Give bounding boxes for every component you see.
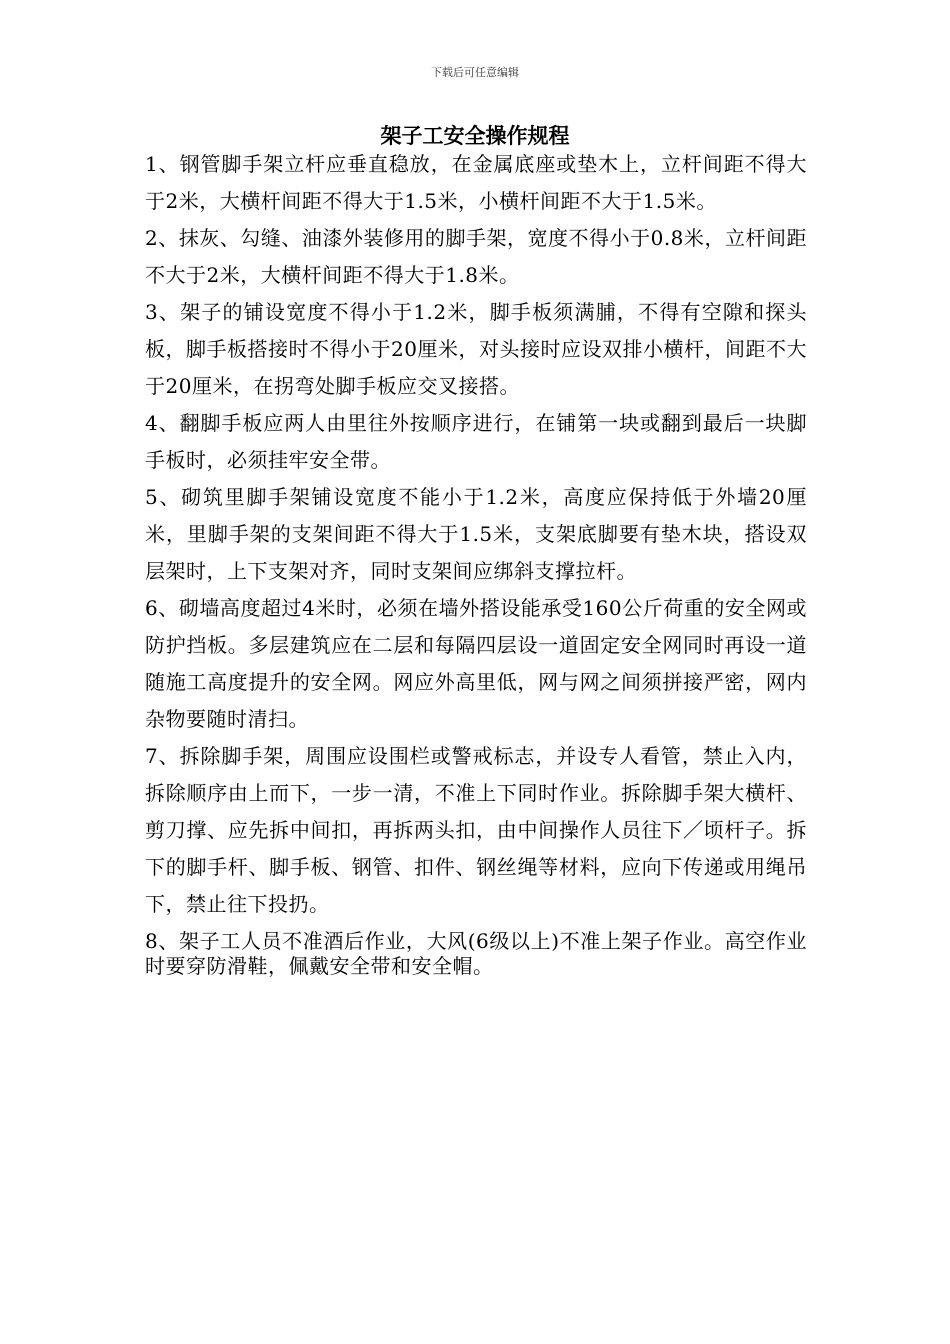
- document-body: [145, 146, 807, 979]
- paragraph-4: 4、翻脚手板应两人由里往外按顺序进行，在铺第一块或翻到最后一块脚手板时，必须挂牢安全带。: [145, 411, 807, 472]
- paragraph-7: 7、拆除脚手架，周围应设围栏或警戒标志，并设专人看管，禁止入内，拆除顺序由上而下，一步一清，不准上下同时作业。拆除脚手架大横杆、剪刀撑、应先拆中间扣，再拆两头扣，由中间操作人员往下／顷杆子。拆下的脚手杆、脚手板、钢管、扣件、钢丝绳等材料，应向下传递或用绳吊下，禁止往下投扔。: [145, 744, 807, 916]
- paragraph-5: 5、砌筑里脚手架铺设宽度不能小于1.2米，高度应保持低于外墙20厘米，里脚手架的支架间距不得大于1.5米，支架底脚要有垫木块，搭设双层架时，上下支架对齐，同时支架间应绑斜支撑拉杆。: [145, 485, 807, 583]
- paragraph-6: 6、砌墙高度超过4米时，必须在墙外搭设能承受160公斤荷重的安全网或防护挡板。多层建筑应在二层和每隔四层设一道固定安全网同时再设一道随施工高度提升的安全网。网应外高里低，网与网之间须拼接严密，网内杂物要随时清扫。: [145, 596, 807, 731]
- paragraph-2: 2、抹灰、勾缝、油漆外装修用的脚手架，宽度不得小于0.8米，立杆间距不大于2米，大横杆间距不得大于1.8米。: [145, 226, 807, 287]
- header-note: 下载后可任意编辑: [431, 66, 519, 79]
- paragraph-8: 8、架子工人员不准酒后作业，大风(6级以上)不准上架子作业。高空作业时要穿防滑鞋，佩戴安全带和安全帽。: [145, 929, 807, 978]
- paragraph-1: 1、钢管脚手架立杆应垂直稳放，在金属底座或垫木上，立杆间距不得大于2米，大横杆间距不得大于1.5米，小横杆间距不大于1.5米。: [145, 152, 807, 213]
- paragraph-3: 3、架子的铺设宽度不得小于1.2米，脚手板须满脯，不得有空隙和探头板，脚手板搭接时不得小于20厘米，对头接时应设双排小横杆，间距不大于20厘米，在拐弯处脚手板应交叉接搭。: [145, 300, 807, 398]
- document-title: 架子工安全操作规程: [380, 124, 570, 148]
